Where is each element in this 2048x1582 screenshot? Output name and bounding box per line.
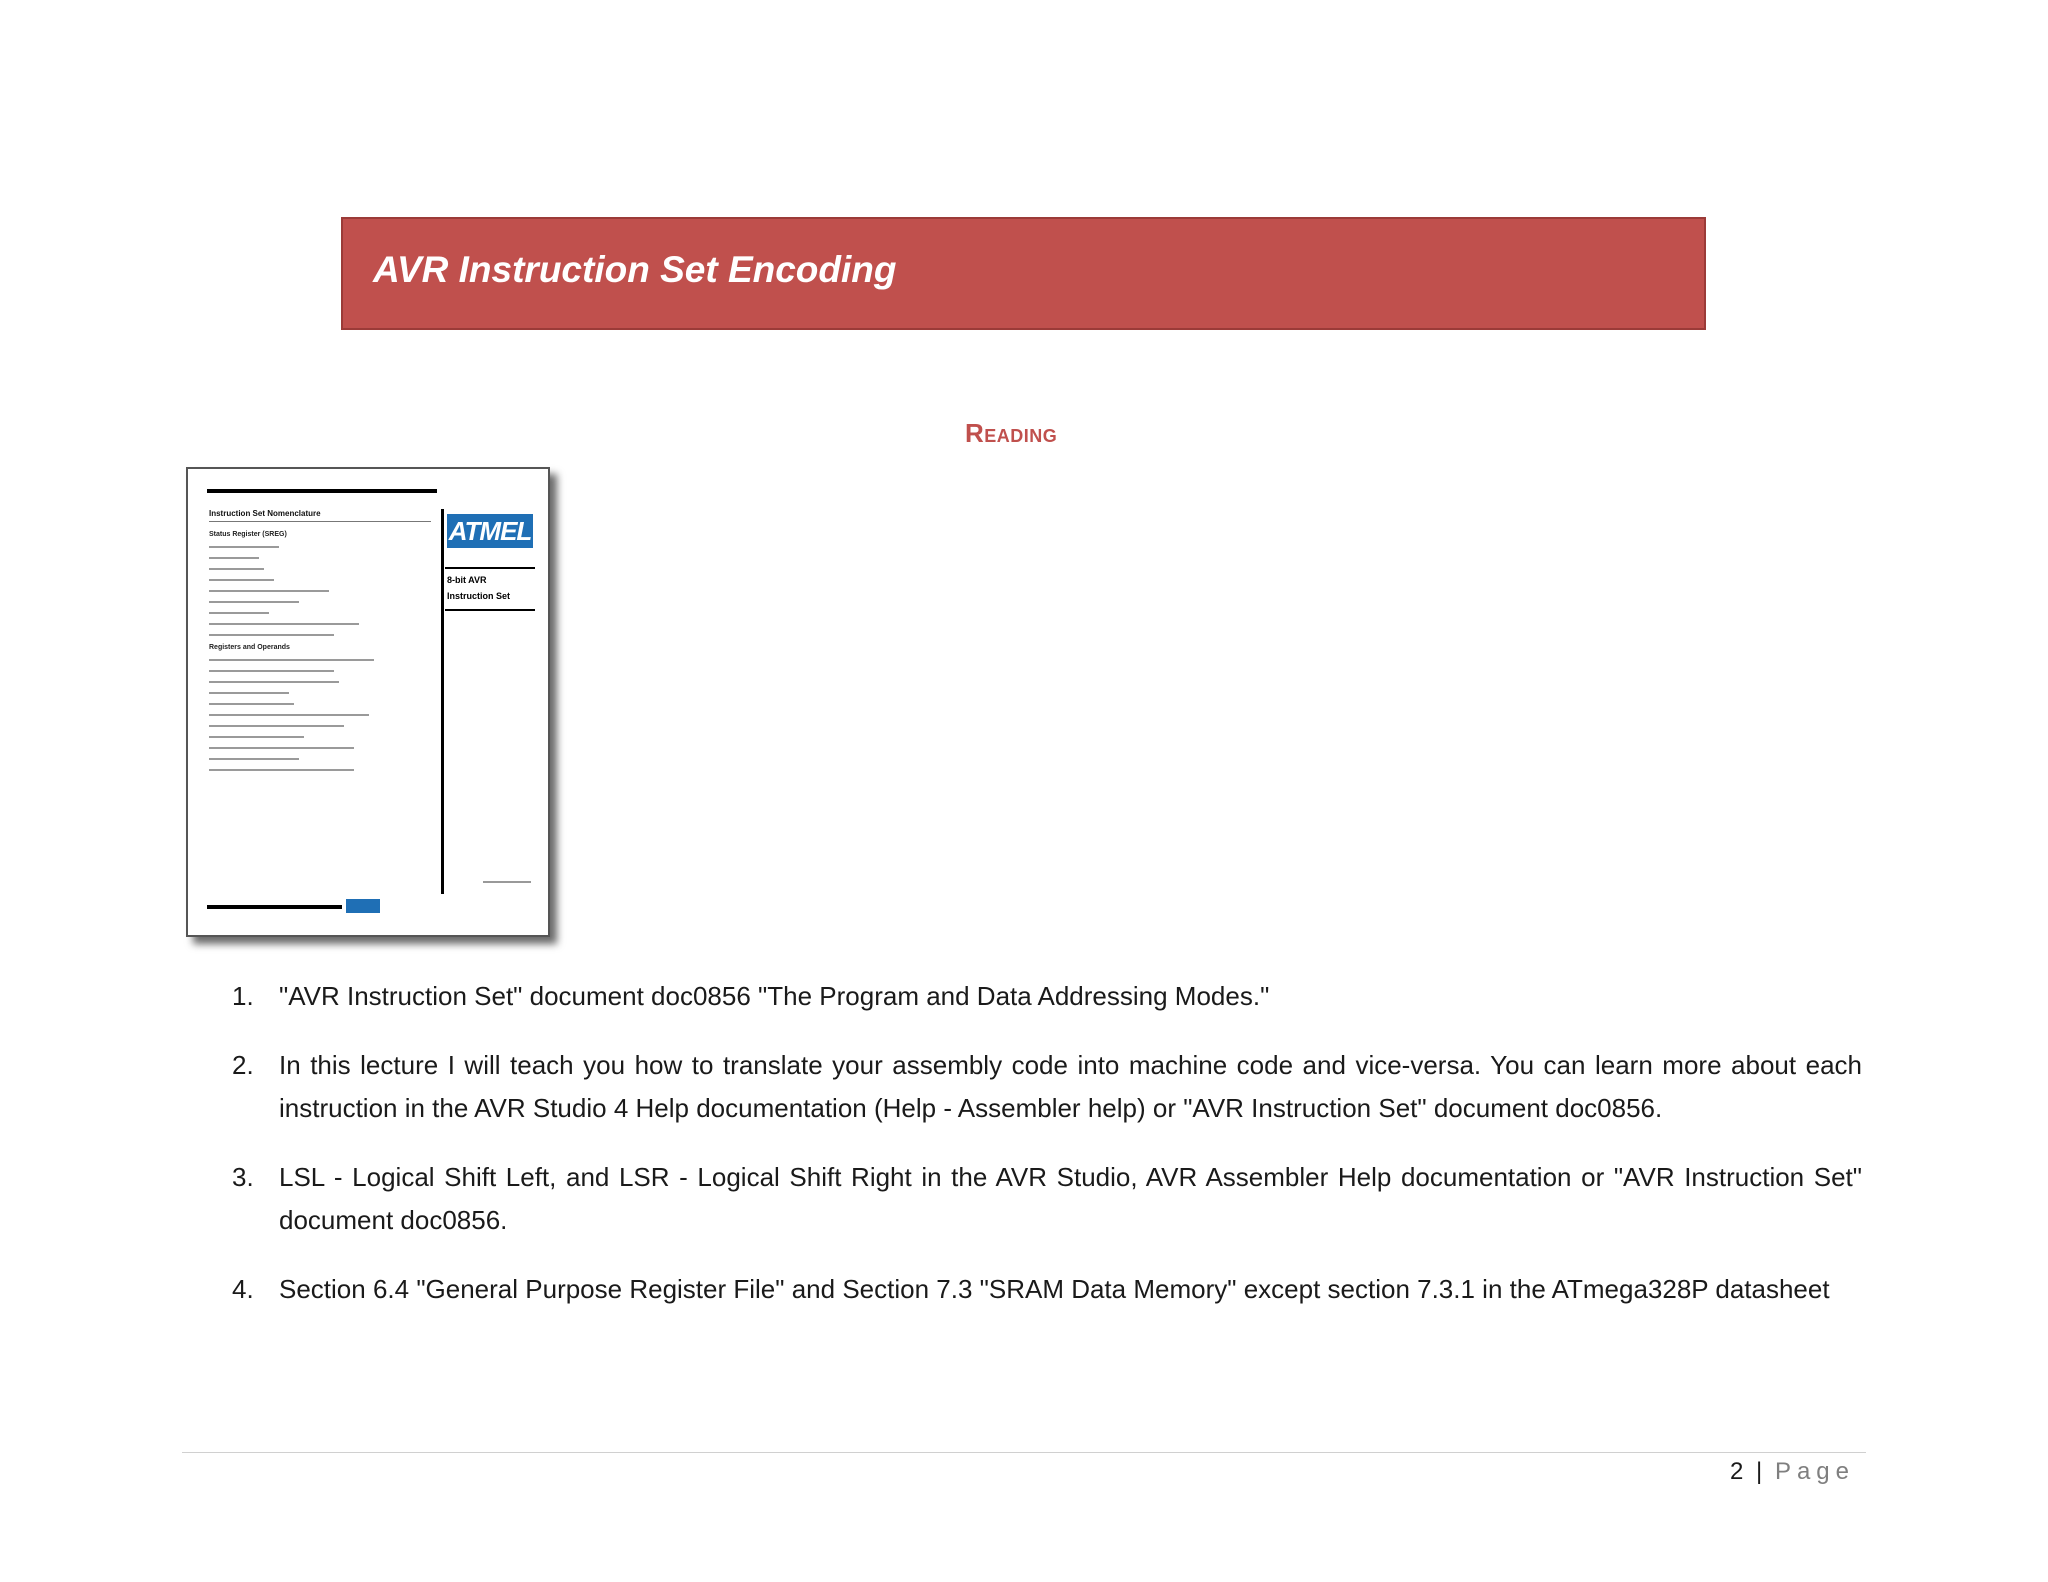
thumbnail-text-line [209,557,259,559]
thumbnail-text-line [209,736,304,738]
thumbnail-text-line [209,659,374,661]
page-separator: | [1756,1458,1763,1485]
thumbnail-product-line: 8-bit AVR [447,575,487,585]
thumbnail-subheading: Status Register (SREG) [209,531,287,538]
title-banner [341,217,1706,330]
thumbnail-title: Instruction Set Nomenclature [209,509,321,518]
list-item-text: In this lecture I will teach you how to translate your assembly code into machine code and vice-versa. You can learn more about each instruction in the AVR Studio 4 Help documentation (Help - Assembler help) or "AVR Instruction Set" document doc0856. [279,1050,1862,1123]
thumbnail-text-line [209,634,334,636]
thumbnail-text-line [209,692,289,694]
reading-list [232,975,1862,1337]
thumbnail-text-line [209,568,264,570]
thumbnail-text-line [209,546,279,548]
list-item-number: 4. [232,1274,254,1304]
atmel-mini-logo-icon [346,899,380,913]
thumbnail-text-line [209,579,274,581]
thumbnail-rule [445,609,535,611]
thumbnail-text-line [209,590,329,592]
thumbnail-text-line [209,758,299,760]
list-item-text: Section 6.4 "General Purpose Register File" and Section 7.3 "SRAM Data Memory" except section 7.3.1 in the ATmega328P datasheet [279,1274,1830,1304]
thumbnail-text-line [209,725,344,727]
thumbnail-text-line [209,747,354,749]
page-footer [1730,1458,1855,1486]
list-item-number: 3. [232,1162,254,1192]
list-item-text: LSL - Logical Shift Left, and LSR - Logical Shift Right in the AVR Studio, AVR Assembler Help documentation or "AVR Instruction Set" document doc0856. [279,1162,1862,1235]
thumbnail-bottom-bar [207,905,342,909]
page-number: 2 [1730,1458,1744,1485]
thumbnail-text-line [209,681,339,683]
list-item [232,975,1862,1018]
thumbnail-revision-line [483,881,531,883]
thumbnail-text-line [209,714,369,716]
list-item [232,1156,1862,1242]
thumbnail-rule [445,567,535,569]
thumbnail-subheading: Registers and Operands [209,644,290,651]
document-title: AVR Instruction Set Encoding [373,249,897,290]
list-item [232,1044,1862,1130]
list-item-number: 1. [232,981,254,1011]
list-item-number: 2. [232,1050,254,1080]
thumbnail-text-line [209,612,269,614]
thumbnail-text-line [209,769,354,771]
thumbnail-divider [209,521,431,522]
footer-divider [182,1452,1866,1453]
thumbnail-text-line [209,623,359,625]
atmel-logo-icon: ATMEL [448,516,532,546]
thumbnail-text-line [209,601,299,603]
page-label: Page [1774,1458,1855,1485]
list-item-text: "AVR Instruction Set" document doc0856 "The Program and Data Addressing Modes." [279,981,1270,1011]
thumbnail-text-line [209,670,334,672]
list-item [232,1268,1862,1311]
document-thumbnail [186,467,550,937]
section-heading-reading: Reading [965,418,1058,448]
thumbnail-product-title: Instruction Set [447,591,511,601]
thumbnail-text-line [209,703,294,705]
thumbnail-top-bar [207,489,437,493]
thumbnail-vertical-bar [441,509,444,894]
